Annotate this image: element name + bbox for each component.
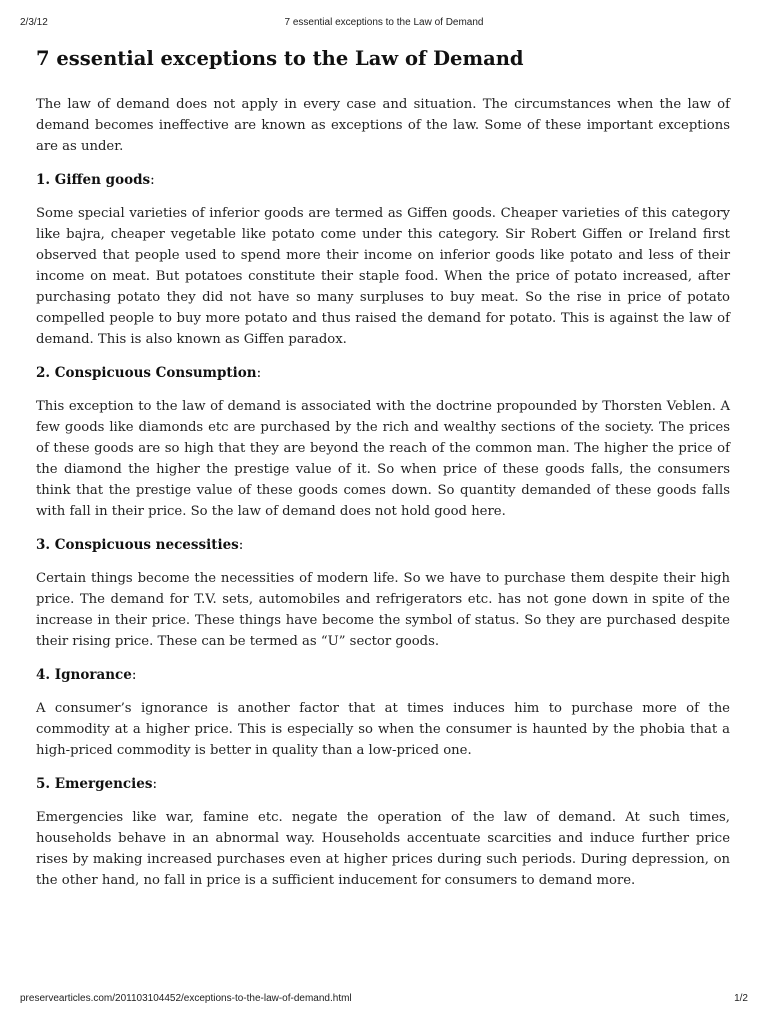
page-number: 1/2: [734, 993, 748, 1004]
source-url: preservearticles.com/201103104452/exceptions-to-the-law-of-demand.html: [20, 993, 352, 1004]
section-body: A consumer’s ignorance is another factor that at times induces him to purchase more of the commodity at a higher price. This is especially so when the consumer is haunted by the phobia that a high-priced commodity is better in quality than a low-priced one.: [36, 701, 730, 758]
section-number: 4.: [36, 667, 51, 683]
section-giffen-goods: [36, 170, 730, 350]
section-colon: :: [131, 667, 137, 683]
section-colon: :: [152, 776, 158, 792]
article-intro: The law of demand does not apply in every case and situation. The circumstances when the law of demand becomes ineffective are known as exceptions of the law. Some of these important exceptions are as under.: [36, 97, 730, 154]
section-number: 2.: [36, 365, 51, 381]
section-heading: [36, 665, 730, 685]
section-conspicuous-consumption: [36, 363, 730, 522]
section-emergencies: [36, 774, 730, 891]
section-title: Emergencies: [54, 776, 153, 792]
section-title: Ignorance: [54, 667, 132, 683]
section-number: 5.: [36, 776, 51, 792]
section-body: This exception to the law of demand is associated with the doctrine propounded by Thorsten Veblen. A few goods like diamonds etc are purchased by the rich and wealthy sections of the society. The prices of these goods are so high that they are beyond the reach of the common man. The higher the price of the diamond the higher the prestige value of it. So when price of these goods falls, the consumers think that the prestige value of these goods comes down. So quantity demanded of these goods falls with fall in their price. So the law of demand does not hold good here.: [36, 399, 730, 519]
section-title: Conspicuous Consumption: [54, 365, 257, 381]
section-body: Some special varieties of inferior goods are termed as Giffen goods. Cheaper varieties of this category like bajra, cheaper vegetable like potato come under this category. Sir Robert Giffen or Ireland first observed that people used to spend more their income on inferior goods like potato and less of their income on meat. But potatoes constitute their staple food. When the price of potato increased, after purchasing potato they did not have so many surpluses to buy meat. So the rise in price of potato compelled people to buy more potato and thus raised the demand for potato. This is against the law of demand. This is also known as Giffen paradox.: [36, 206, 730, 347]
section-colon: :: [238, 537, 244, 553]
section-colon: :: [150, 172, 155, 188]
section-heading: [36, 535, 730, 555]
print-footer: [0, 993, 768, 1007]
section-colon: :: [256, 365, 262, 381]
section-title: Giffen goods: [54, 172, 151, 188]
section-heading: [36, 170, 730, 190]
print-date: 2/3/12: [20, 17, 48, 28]
section-ignorance: [36, 665, 730, 761]
section-heading: [36, 363, 730, 383]
section-conspicuous-necessities: [36, 535, 730, 652]
section-heading: [36, 774, 730, 794]
print-page-title: 7 essential exceptions to the Law of Demand: [284, 17, 484, 28]
section-title: Conspicuous necessities: [54, 537, 239, 553]
article-title: 7 essential exceptions to the Law of Demand: [36, 47, 524, 70]
print-header: [0, 17, 768, 31]
section-number: 1.: [36, 172, 51, 188]
section-number: 3.: [36, 537, 51, 553]
article: [36, 44, 730, 891]
section-body: Certain things become the necessities of modern life. So we have to purchase them despite their high price. The demand for T.V. sets, automobiles and refrigerators etc. has not gone down in spite of the increase in their price. These things have become the symbol of status. So they are purchased despite their rising price. These can be termed as “U” sector goods.: [36, 571, 730, 649]
section-body: Emergencies like war, famine etc. negate the operation of the law of demand. At such times, households behave in an abnormal way. Households accentuate scarcities and induce further price rises by making increased purchases even at higher prices during such periods. During depression, on the other hand, no fall in price is a sufficient inducement for consumers to demand more.: [36, 810, 730, 888]
